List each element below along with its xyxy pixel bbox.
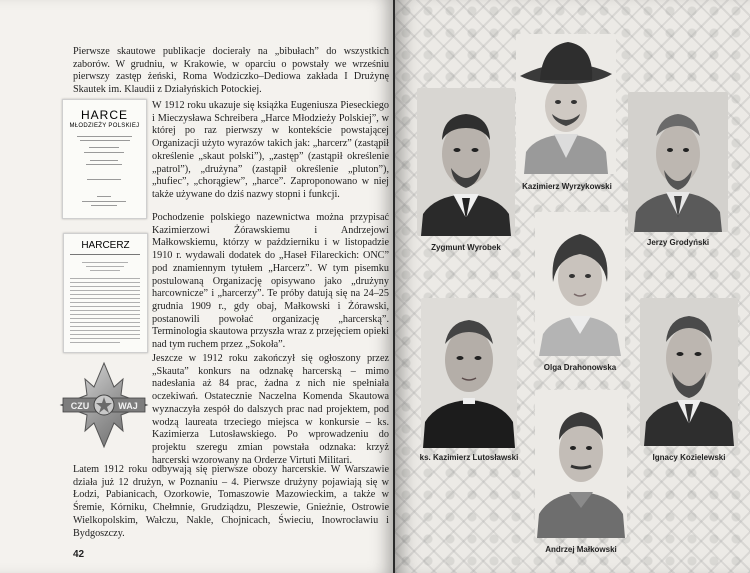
caption: Ignacy Kozielewski [652,453,726,462]
page-number: 42 [73,549,85,560]
paragraph-first-camps: Latem 1912 roku odbywają się pierwsze obozy harcerskie. W Warszawie działa już 12 drużyn, w Poznaniu – 4. Pierwsze drużyny pojawiają się w Łodzi, Pabianicach, Ozorkowie, Tomaszowie Mazowieckim, a także w Śremie, Kórniku, Chełmnie, Grudziądzu, Pleszewie, Gnieźnie, Ostrowie Wielkopolskim, Wałczu, Nakle, Chojnicach, Świeciu, Inowrocławiu i Bydgoszczy. [73,464,389,539]
badge-text-left: CZU [70,401,90,411]
magazine-title: HARCERZ [81,240,130,251]
portrait-andrzej-malkowski [535,390,627,538]
portrait-zygmunt-wyrobek [417,88,515,236]
paragraph-naming-origin: Pochodzenie polskiego nazewnictwa można przypisać Kazimierzowi Żórawskiemu i Andrzejowi Małkowskiemu, którzy w październiku i w listopadzie 1910 r. wydawali dodatek do „Haseł Filareckich: ONC” pod znamiennym tytułem „Harcerz”. W tym pisemku postulowaną Organizację opisywano jako „drużyny harcownicze” i „harcerzy”. Te próby datują się na 24–25 grudnia 1909 r., gdy obaj, Małkowski i Żórawski, postanowili powołać organizację „harcerską”. Terminologia skautowa przyszła wraz z przejęciem opieki nad tym ruchem przez „Sokoła”. [152,212,389,351]
paragraph-first-publications: Pierwsze skautowe publikacje docierały na „bibułach” do wszystkich zaborów. W grudniu, w Krakowie, w oparciu o powstały we wrześniu pierwszy zastęp żeński, Roma Wodziczko–Dediowa zakłada I Drużynę Skautek im. Klaudii z Działyńskich Potockiej. [73,46,389,96]
caption: Jerzy Grodyński [646,238,710,247]
scout-cross-icon [59,361,149,449]
badge-text-right: WAJ [118,401,138,411]
right-page [395,0,750,573]
portrait-jerzy-grodynski [628,92,728,232]
harcerz-magazine-image [63,233,148,353]
cover-title: HARCE [80,108,128,122]
portrait-olga-drahonowska [535,212,625,356]
caption: ks. Kazimierz Lutosławski [419,453,519,462]
caption: Zygmunt Wyrobek [431,243,501,252]
paragraph-badge-contest: Jeszcze w 1912 roku zakończył się ogłoszony przez „Skauta” konkurs na odznakę harcerską – mimo nadesłania aż 84 prac, żadna z nich nie spełniała oczekiwań. Ostatecznie Naczelna Komenda Skautowa wyznaczyła zespół do dalszych prac nad projektem, pod wodzą laureata trzeciego miejsca w konkursie – ks. Kazimierza Lutosławskiego. Po wprowadzeniu do projektu szeregu zmian powstała odznaka: krzyż harcerski wzorowany na Orderze Virtuti Militari. [152,353,389,466]
paragraph-harce-book: W 1912 roku ukazuje się książka Eugeniusza Pieseckiego i Mieczysława Schreibera „Harce Młodzieży Polskiej”, w której po raz pierwszy w kontekście powstającej Organizacji użyto wyrazów takich jak: „harcerz” (zastąpił określenie „skaut polski”), „zastęp” (zastąpił określenie „patrol”), „drużyna” (zastąpił określenie „pluton”), „hufiec”, „chorągiew”, „harce”. Zaproponowano w niej także używane do dziś nazwy stopni i funkcji. [152,100,389,200]
harce-book-cover-image [62,99,147,219]
caption: Kazimierz Wyrzykowski [522,182,612,191]
portrait-kazimierz-lutoslawski [421,298,517,448]
cover-subtitle: MŁODZIEŻY POLSKIEJ [69,123,140,129]
portrait-kazimierz-wyrzykowski [516,34,616,174]
caption: Andrzej Małkowski [545,545,617,554]
portrait-ignacy-kozielewski [640,298,738,446]
caption: Olga Drahonowska [543,363,617,372]
